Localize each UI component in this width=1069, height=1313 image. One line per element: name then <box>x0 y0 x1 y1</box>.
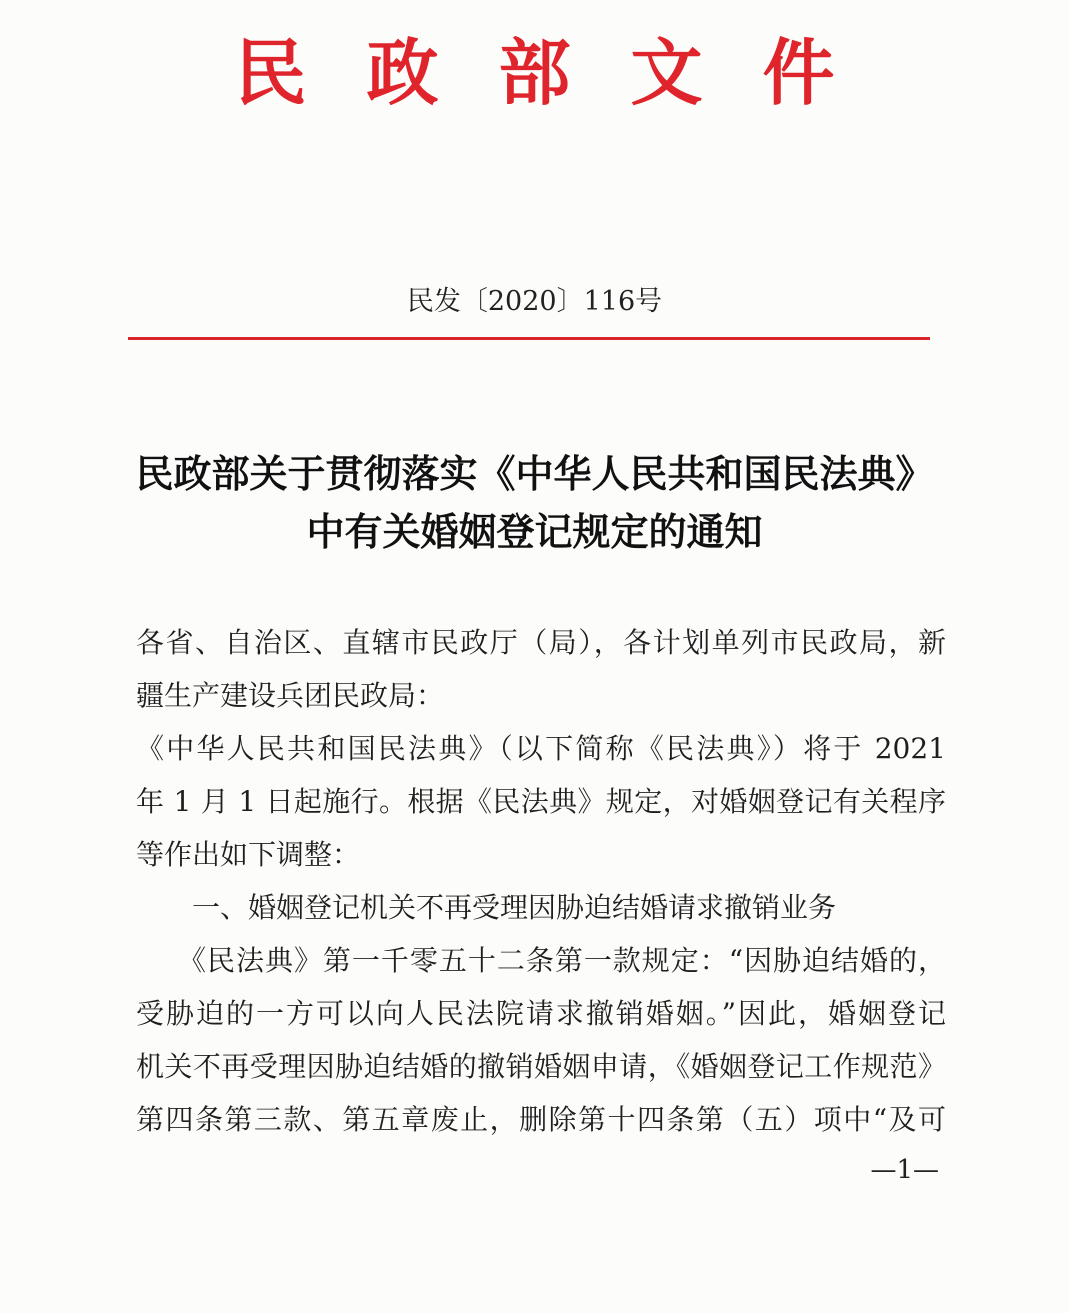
body-line-intro-2: 年 1 月 1 日起施行。根据《民法典》规定，对婚姻登记有关程序 <box>136 785 946 818</box>
section-heading-1: 一、婚姻登记机关不再受理因胁迫结婚请求撤销业务 <box>192 891 837 924</box>
document-number: 民发〔2020〕116号 <box>406 286 663 317</box>
red-divider-rule <box>128 337 930 340</box>
body-line-addressees-1: 各省、自治区、直辖市民政厅（局），各计划单列市民政局，新 <box>136 626 946 659</box>
notice-title-line-1: 民政部关于贯彻落实《中华人民共和国民法典》 <box>135 452 934 496</box>
body-line-intro-1: 《中华人民共和国民法典》（以下简称《民法典》）将于 2021 <box>136 732 946 765</box>
body-line-addressees-2: 疆生产建设兵团民政局： <box>136 679 445 712</box>
body-line-section1-3: 机关不再受理因胁迫结婚的撤销婚姻申请，《婚姻登记工作规范》 <box>136 1050 946 1083</box>
notice-title <box>0 445 1069 561</box>
issuing-organ-title: 民政部文件 <box>234 30 895 115</box>
notice-title-line-2: 中有关婚姻登记规定的通知 <box>306 510 763 554</box>
notice-body <box>136 616 946 1146</box>
body-line-intro-3: 等作出如下调整： <box>136 838 361 871</box>
body-line-section1-1: 《民法典》第一千零五十二条第一款规定：“因胁迫结婚的， <box>178 944 946 977</box>
body-line-section1-2: 受胁迫的一方可以向人民法院请求撤销婚姻。”因此，婚姻登记 <box>136 997 946 1030</box>
page-number: —1— <box>870 1155 939 1185</box>
body-line-section1-4: 第四条第三款、第五章废止，删除第十四条第（五）项中“及可 <box>136 1103 946 1136</box>
